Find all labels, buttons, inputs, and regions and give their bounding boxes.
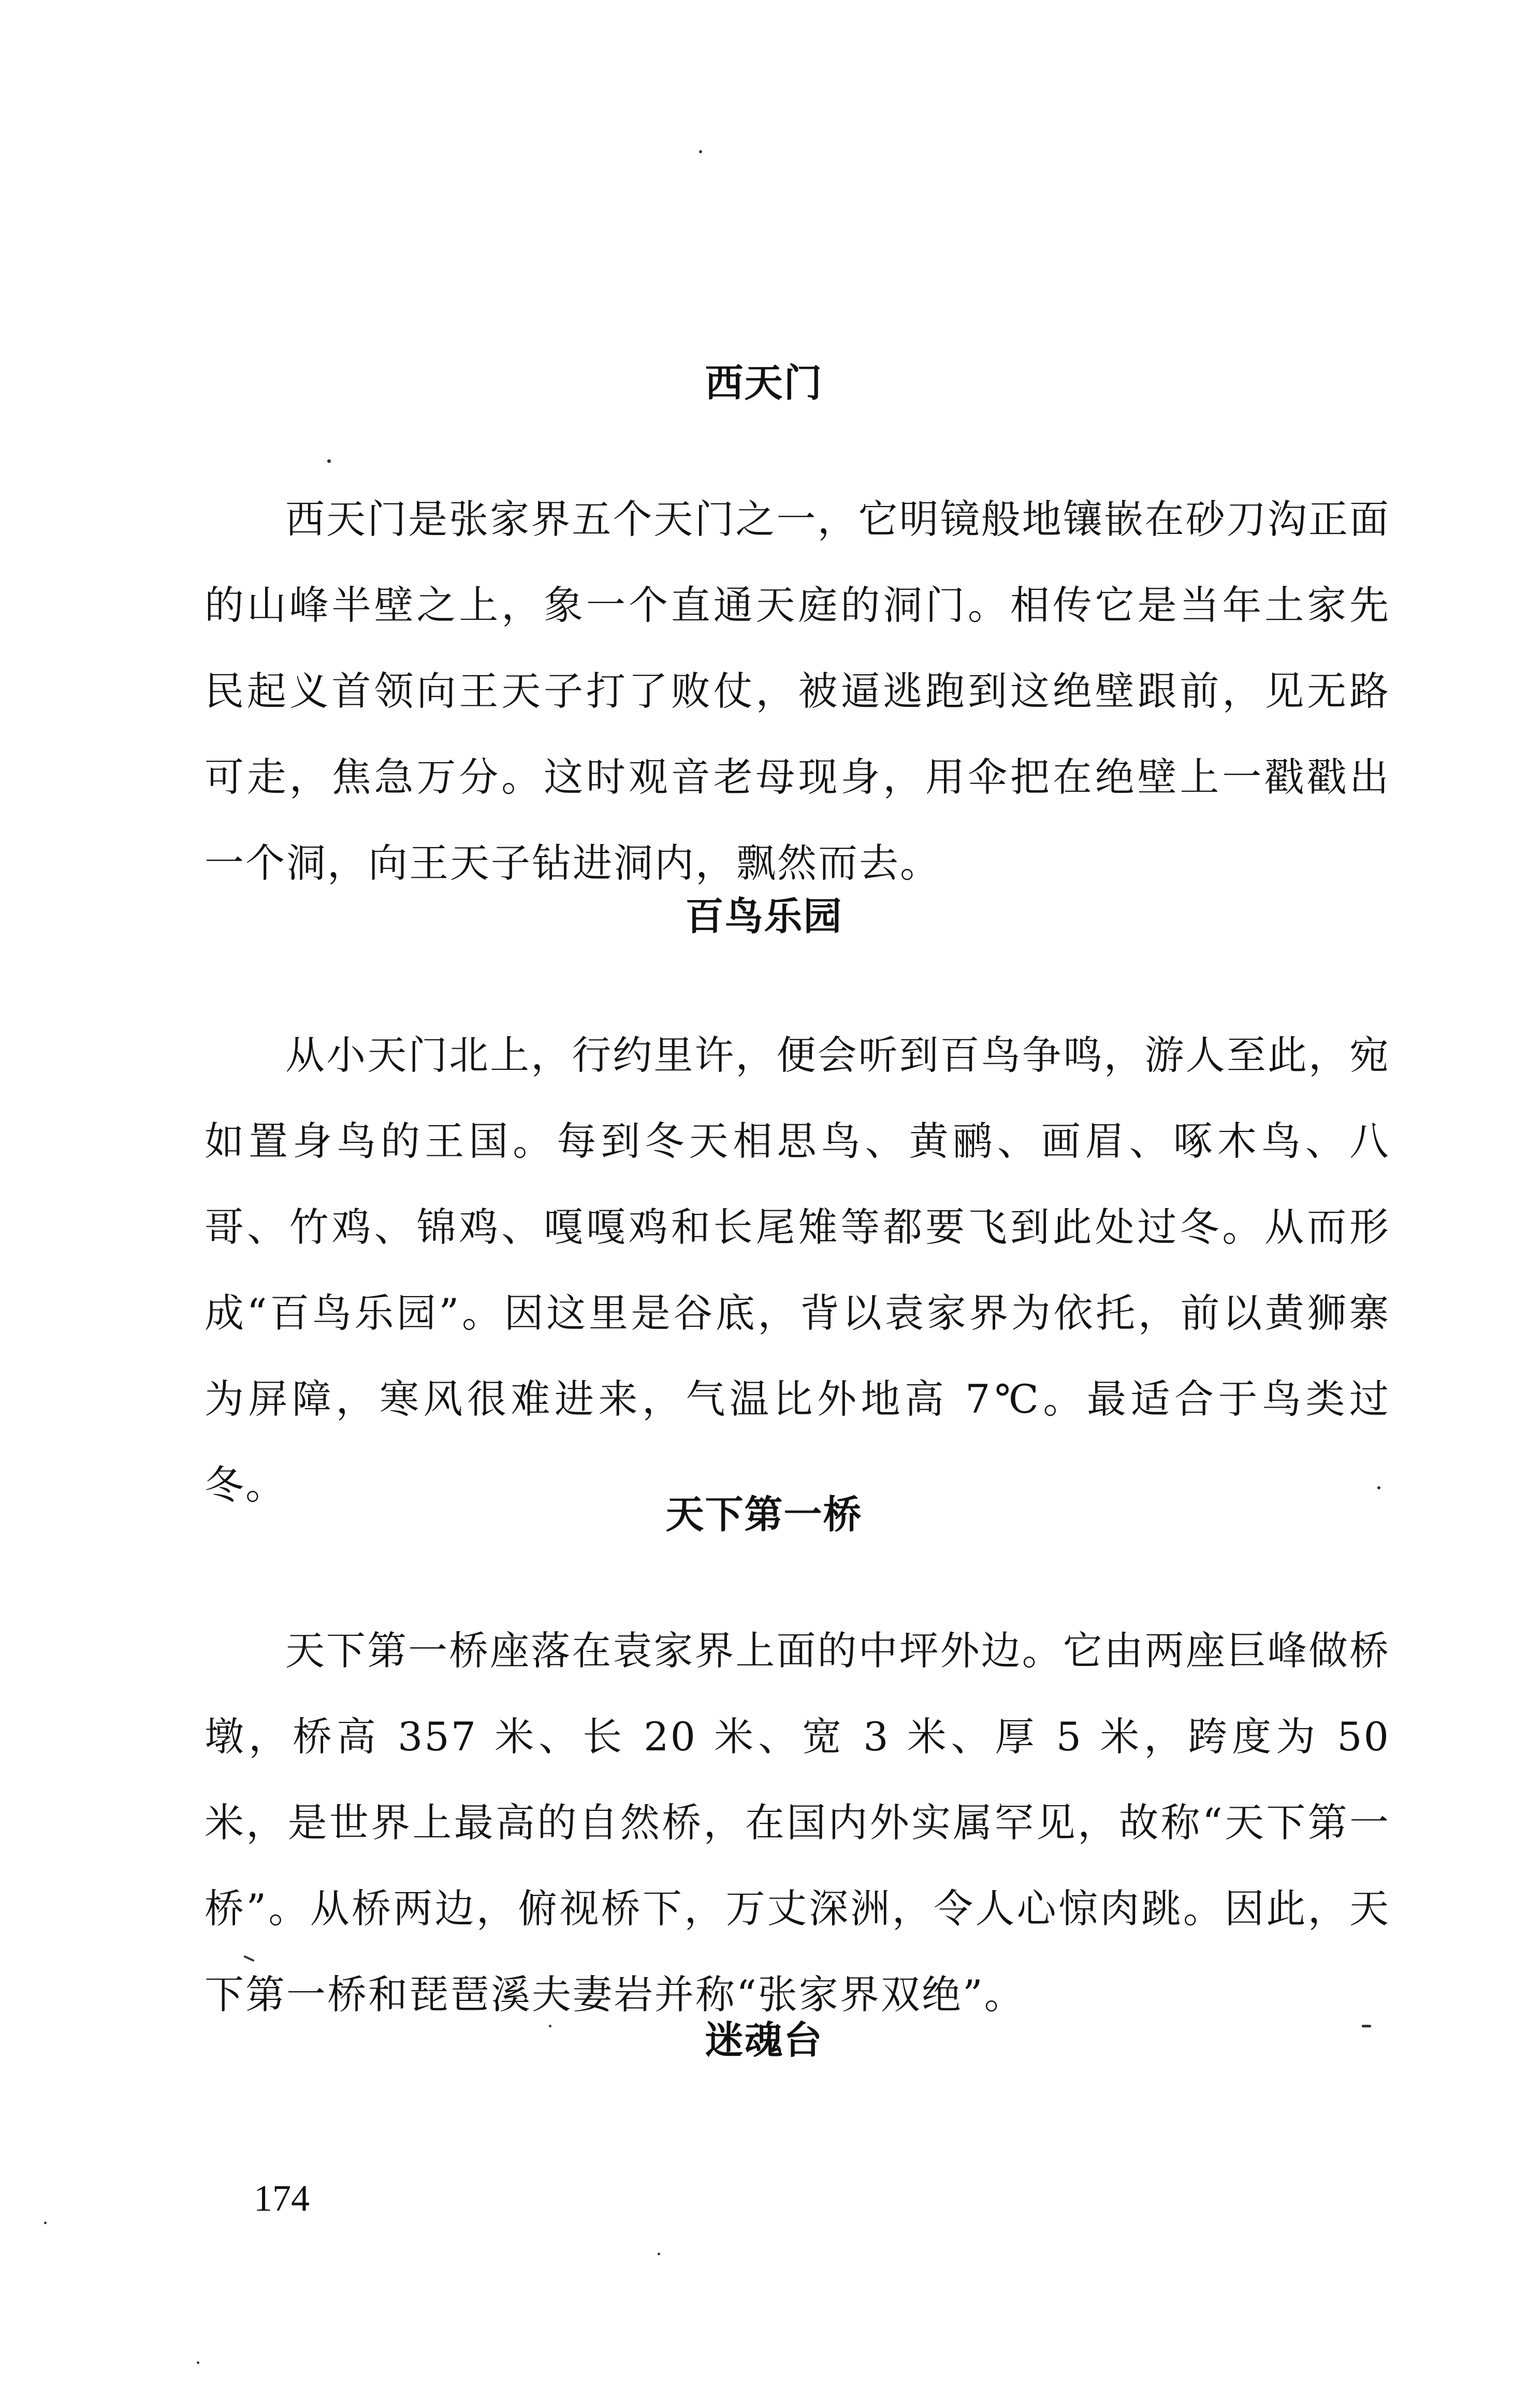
scan-speck bbox=[327, 459, 331, 463]
scan-speck bbox=[699, 150, 702, 153]
scan-speck bbox=[549, 2025, 551, 2027]
scan-speck bbox=[1377, 1486, 1380, 1489]
section-heading-xitianmen: 西天门 bbox=[705, 361, 823, 405]
section-body-tianxia-diyiqiao: 天下第一桥座落在袁家界上面的中坪外边。它由两座巨峰做桥墩，桥高 357 米、长 20 米、宽 3 米、厚 5 米，跨度为 50 米，是世界上最高的自然桥，在国内外实属罕见，故称“天下第一桥”。从桥两边，俯视桥下，万丈深洲，令人心惊肉跳。因此，天下第一桥和琵琶溪夫妻岩并称“张家界双绝”。 bbox=[205, 1628, 1390, 2018]
section-heading-mihuntai: 迷魂台 bbox=[705, 2018, 823, 2063]
scan-speck bbox=[658, 2253, 660, 2255]
scan-speck bbox=[197, 2361, 199, 2364]
section-body-bainiao-leyuan: 从小天门北上，行约里许，便会听到百鸟争鸣，游人至此，宛如置身鸟的王国。每到冬天相思鸟、黄鹂、画眉、啄木鸟、八哥、竹鸡、锦鸡、嘎嘎鸡和长尾雉等都要飞到此处过冬。从而形成“百鸟乐园”。因这里是谷底，背以袁家界为依托，前以黄狮寨为屏障，寒风很难进来，气温比外地高 7℃。最适合于鸟类过冬。 bbox=[205, 1032, 1390, 1508]
section-heading-tianxia-diyiqiao: 天下第一桥 bbox=[665, 1492, 863, 1537]
scan-speck bbox=[1362, 2025, 1371, 2027]
page-number: 174 bbox=[254, 2178, 310, 2219]
section-heading-bainiao-leyuan: 百鸟乐园 bbox=[685, 894, 843, 939]
scan-speck bbox=[44, 2222, 47, 2224]
section-body-xitianmen: 西天门是张家界五个天门之一，它明镜般地镶嵌在砂刀沟正面的山峰半壁之上，象一个直通天庭的洞门。相传它是当年土家先民起义首领向王天子打了败仗，被逼逃跑到这绝壁跟前，见无路可走，焦急万分。这时观音老母现身，用伞把在绝壁上一戳戳出一个洞，向王天子钻进洞内，飘然而去。 bbox=[205, 496, 1390, 886]
